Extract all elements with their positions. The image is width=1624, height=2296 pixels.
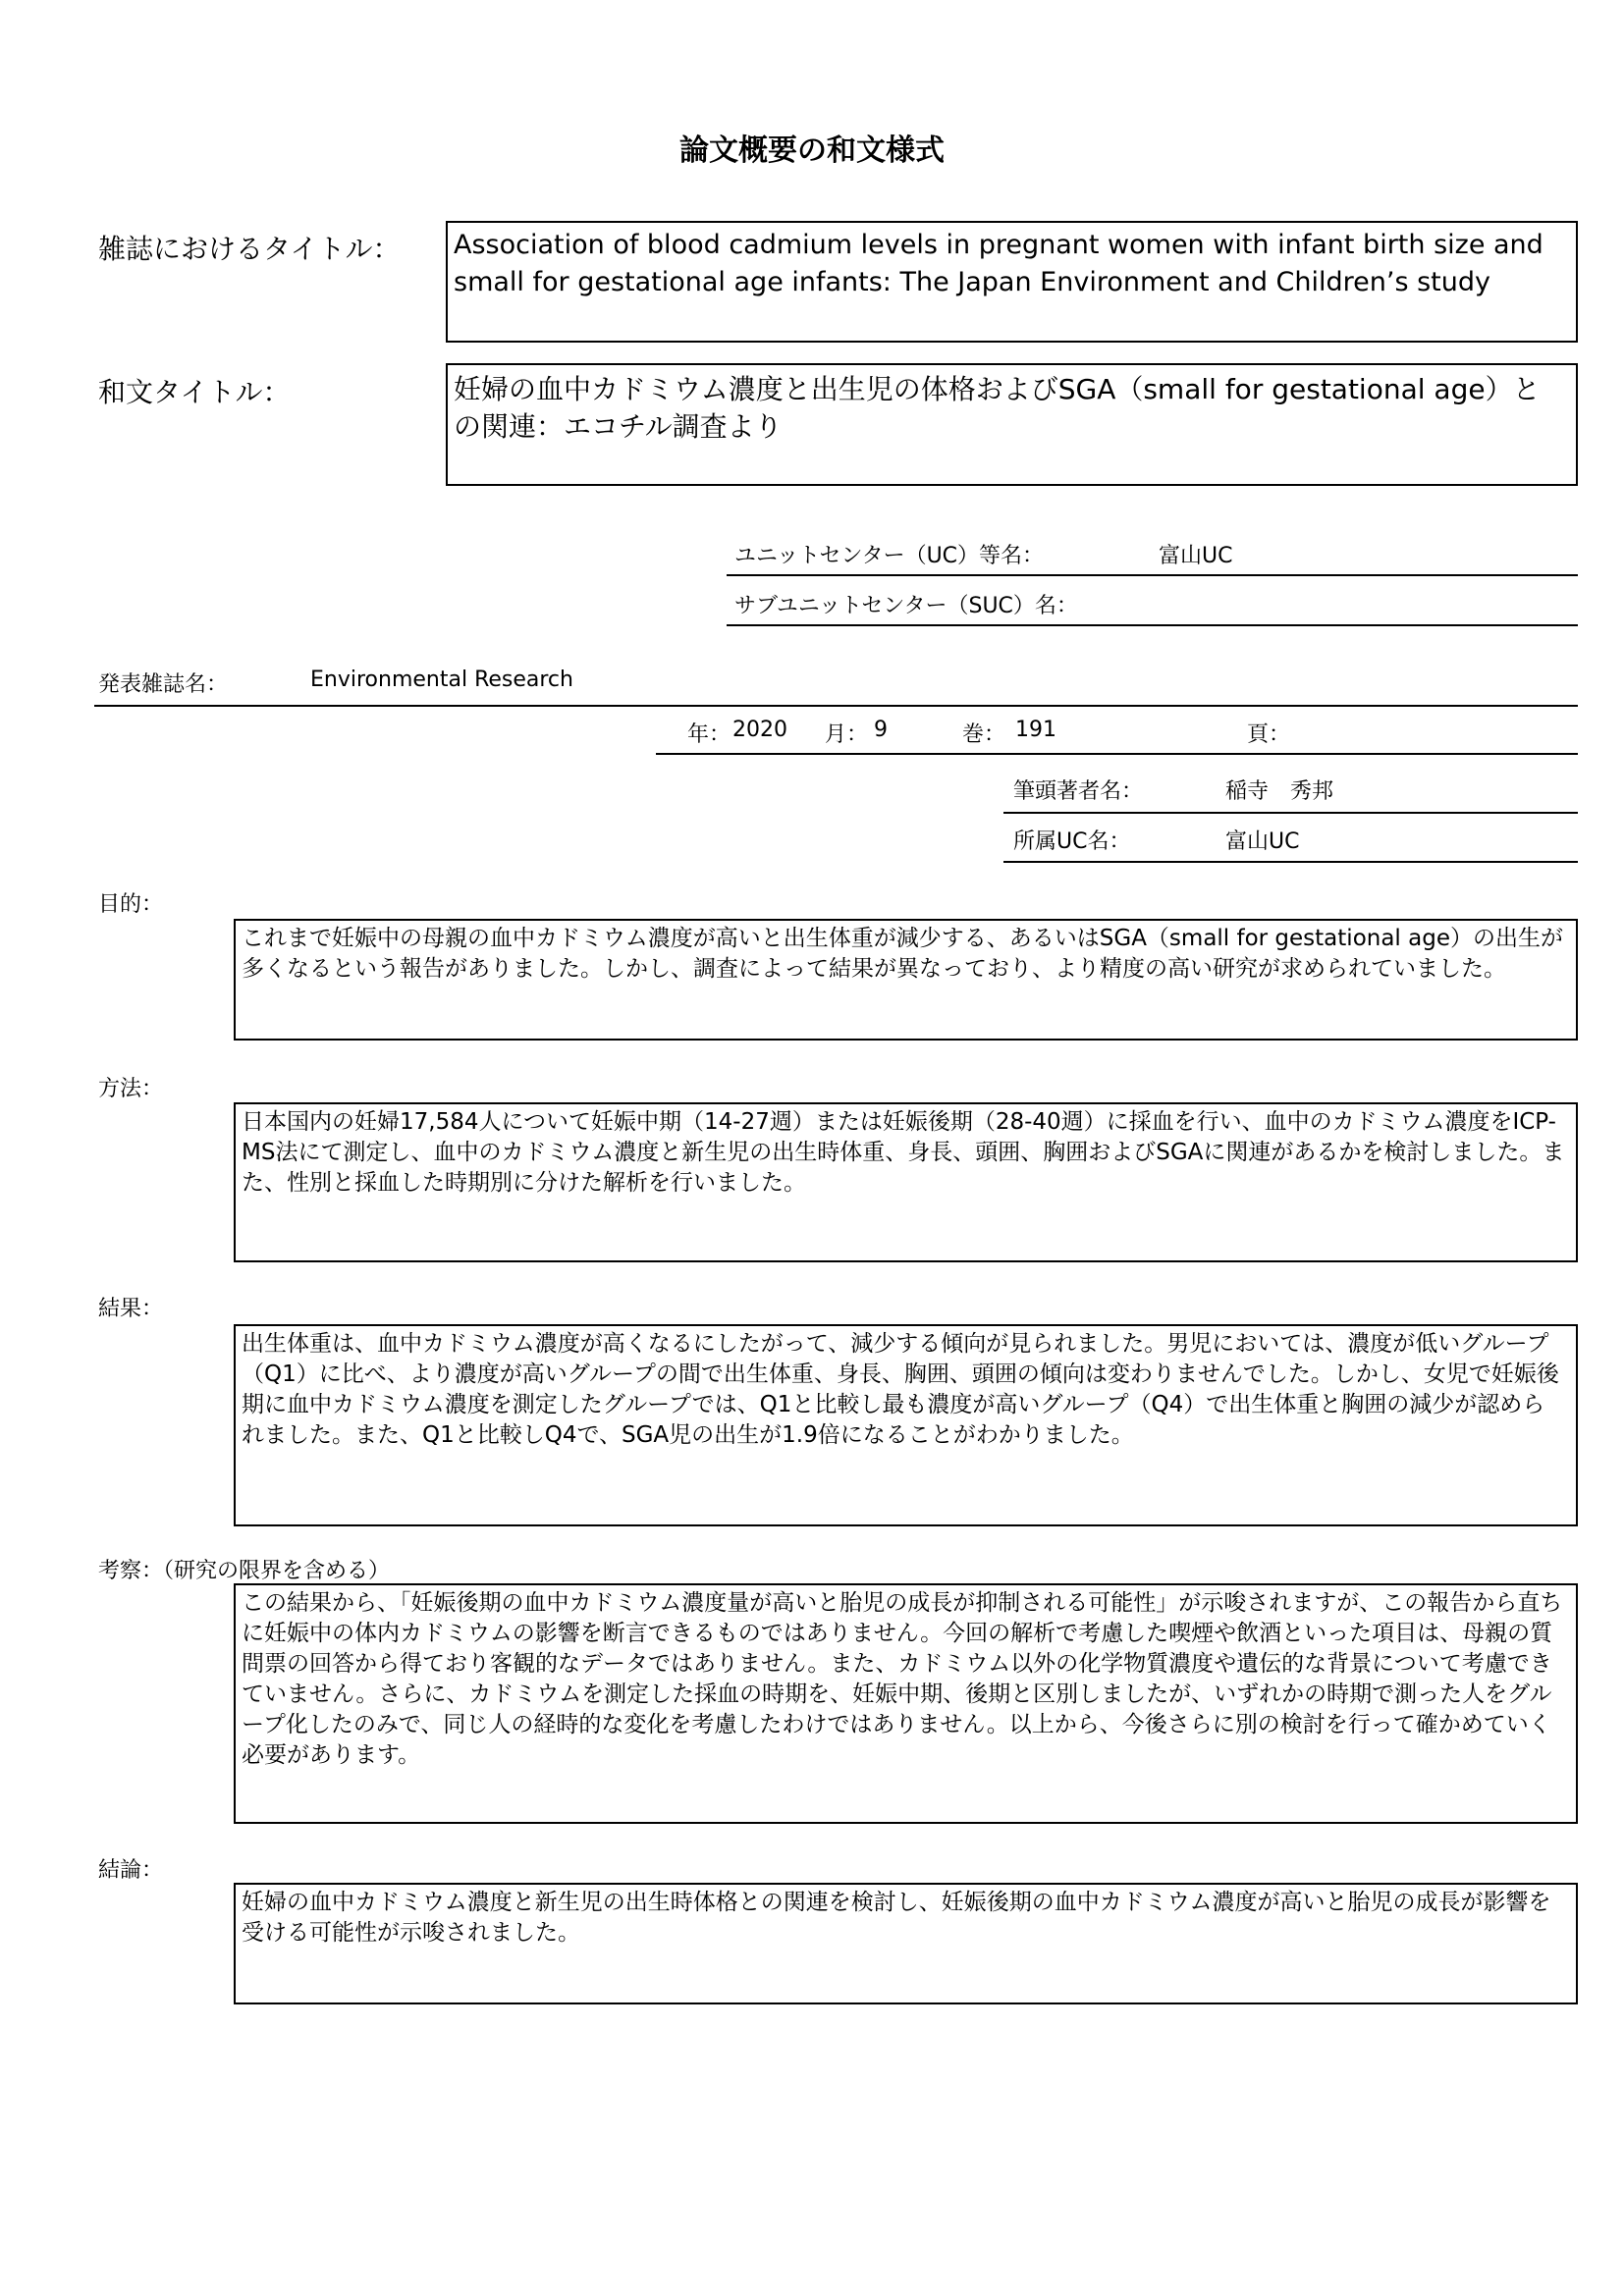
result-box — [234, 1324, 1578, 1526]
purpose-text: これまで妊娠中の母親の血中カドミウム濃度が高いと出生体重が減少する、あるいはSGA（small for gestational age）の出生が多くなるという報告がありました。しかし、調査によって結果が異なっており、より精度の高い研究が求められていました。 — [242, 926, 1563, 982]
first-author-label: 筆頭著者名： — [1013, 779, 1144, 804]
discussion-box — [234, 1583, 1578, 1824]
affiliation-label: 所属UC名： — [1013, 829, 1131, 854]
result-label: 結果： — [98, 1297, 164, 1321]
conclusion-box — [234, 1883, 1578, 2004]
journal-title-label: 雑誌におけるタイトル： — [98, 233, 401, 265]
page-label: 頁： — [1247, 722, 1291, 747]
unit-center-value: 富山UC — [1159, 544, 1233, 568]
year-label: 年： — [687, 722, 731, 747]
journal-title-box — [446, 221, 1578, 343]
journal-title-value: Association of blood cadmium levels in pregnant women with infant birth size and small for gestational age infants: The Japan Environment and Children’s study — [454, 230, 1543, 297]
volume-label: 巻： — [962, 722, 1006, 747]
method-text: 日本国内の妊婦17,584人について妊娠中期（14-27週）または妊娠後期（28-40週）に採血を行い、血中のカドミウム濃度をICP-MS法にて測定し、血中のカドミウム濃度と新生児の出生時体重、身長、頭囲、胸囲およびSGAに関連があるかを検討しました。また、性別と採血した時期別に分けた解析を行いました。 — [242, 1109, 1565, 1196]
journal-value: Environmental Research — [310, 667, 573, 692]
unit-center-underline — [727, 574, 1578, 576]
method-box — [234, 1102, 1578, 1262]
journal-label: 発表雑誌名： — [98, 672, 229, 697]
result-text: 出生体重は、血中カドミウム濃度が高くなるにしたがって、減少する傾向が見られました。男児においては、濃度が低いグループ（Q1）に比べ、より濃度が高いグループの間で出生体重、身長、胸囲、頭囲の傾向は変わりませんでした。しかし、女児で妊娠後期に血中カドミウム濃度を測定したグループでは、Q1と比較し最も濃度が高いグループ（Q4）で出生体重と胸囲の減少が認められました。また、Q1と比較しQ4で、SGA児の出生が1.9倍になることがわかりました。 — [242, 1331, 1559, 1448]
month-label: 月： — [825, 722, 869, 747]
month-value: 9 — [874, 718, 888, 742]
jp-title-label: 和文タイトル： — [98, 376, 291, 408]
sub-unit-center-label: サブユニットセンター（SUC）名： — [734, 594, 1078, 618]
unit-center-label: ユニットセンター（UC）等名： — [734, 544, 1045, 568]
year-value: 2020 — [732, 718, 787, 742]
jp-title-box — [446, 363, 1578, 486]
page-title: 論文概要の和文様式 — [679, 133, 945, 168]
sub-unit-center-underline — [727, 624, 1578, 626]
jp-title-value: 妊婦の血中カドミウム濃度と出生児の体格およびSGA（small for gestational age）との関連：エコチル調査より — [454, 373, 1541, 443]
conclusion-text: 妊婦の血中カドミウム濃度と新生児の出生時体格との関連を検討し、妊娠後期の血中カドミウム濃度が高いと胎児の成長が影響を受ける可能性が示唆されました。 — [242, 1890, 1551, 1946]
method-label: 方法： — [98, 1077, 164, 1101]
affiliation-underline — [1003, 861, 1578, 863]
discussion-label: 考察：（研究の限界を含める） — [98, 1559, 391, 1583]
affiliation-value: 富山UC — [1225, 829, 1300, 854]
discussion-text: この結果から、「妊娠後期の血中カドミウム濃度量が高いと胎児の成長が抑制される可能性」が示唆されますが、この報告から直ちに妊娠中の体内カドミウムの影響を断言できるものではありません。今回の解析で考慮した喫煙や飲酒といった項目は、母親の質問票の回答から得ており客観的なデータではありません。また、カドミウム以外の化学物質濃度や遺伝的な背景について考慮できていません。さらに、カドミウムを測定した採血の時期を、妊娠中期、後期と区別しましたが、いずれかの時期で測った人をグループ化したのみで、同じ人の経時的な変化を考慮したわけではありません。以上から、今後さらに別の検討を行って確かめていく必要があります。 — [242, 1590, 1563, 1768]
journal-underline — [94, 705, 1578, 707]
first-author-value: 稲寺 秀邦 — [1225, 779, 1334, 804]
first-author-underline — [1003, 812, 1578, 814]
volume-value: 191 — [1015, 718, 1056, 742]
purpose-box — [234, 919, 1578, 1041]
pub-underline — [656, 753, 1578, 755]
purpose-label: 目的： — [98, 892, 164, 917]
conclusion-label: 結論： — [98, 1858, 164, 1883]
